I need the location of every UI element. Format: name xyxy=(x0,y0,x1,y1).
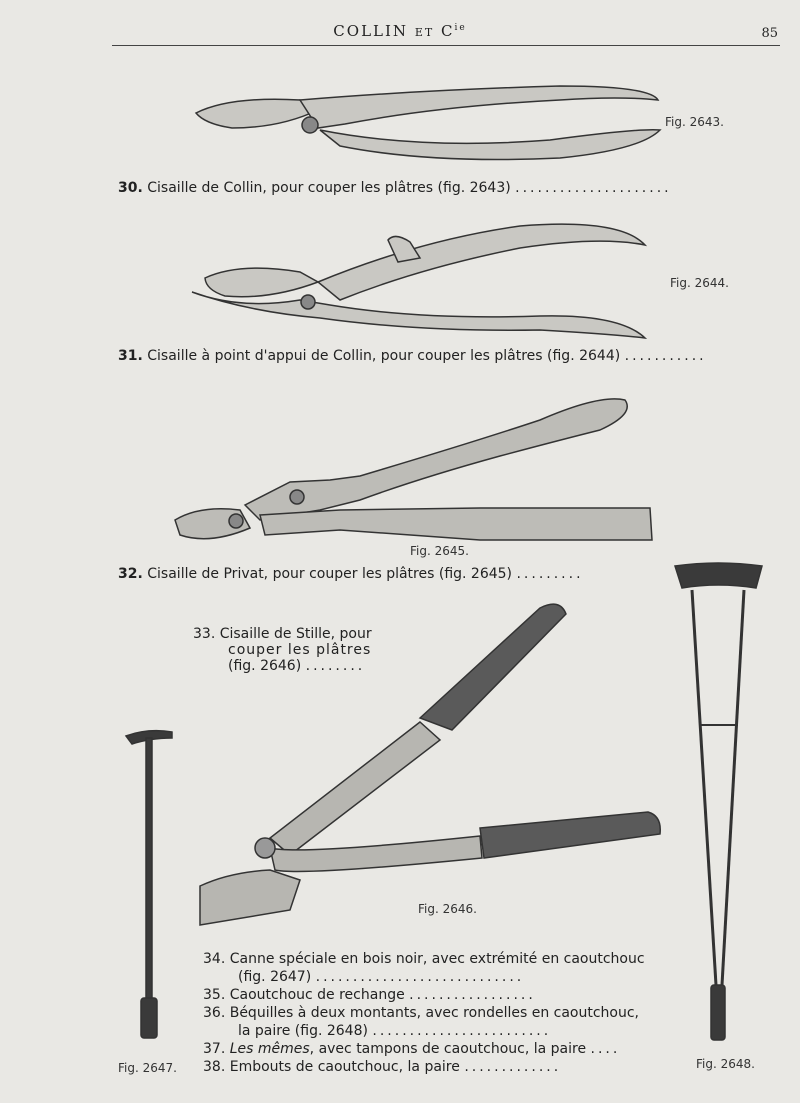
entry-31-text: Cisaille à point d'appui de Collin, pour couper les plâtres (fig. 2644) xyxy=(147,348,621,364)
header-title-main: COLLIN xyxy=(333,22,409,40)
header-title-et: ET xyxy=(414,26,435,39)
entry-33-line3: (fig. 2646) xyxy=(228,658,302,674)
figure-caption-2648: Fig. 2648. xyxy=(696,1057,755,1071)
entry-36-line2: la paire (fig. 2648) xyxy=(238,1023,368,1039)
page-number: 85 xyxy=(761,26,778,41)
figure-caption-2643: Fig. 2643. xyxy=(665,115,724,129)
entry-30-text: Cisaille de Collin, pour couper les plâtres (fig. 2643) xyxy=(147,180,511,196)
entry-37-text: , avec tampons de caoutchouc, la paire xyxy=(309,1041,587,1057)
entry-35-number: 35. xyxy=(203,987,226,1003)
entry-35-text: Caoutchouc de rechange xyxy=(229,987,405,1003)
entry-34-line1: Canne spéciale en bois noir, avec extrémité en caoutchouc xyxy=(229,951,645,967)
entry-33-leader: ........ xyxy=(305,658,366,674)
entry-32-number: 32. xyxy=(118,566,143,582)
entry-30-leader: ..................... xyxy=(515,180,672,196)
entry-32-leader: ......... xyxy=(516,566,584,582)
entry-36-number: 36. xyxy=(203,1005,226,1021)
header-title-ie: ie xyxy=(454,23,467,33)
entry-33-number: 33. xyxy=(193,626,216,642)
entry-33-line2: couper les plâtres xyxy=(228,642,372,658)
entry-34-leader: ............................ xyxy=(315,969,525,985)
entry-37-leader: .... xyxy=(590,1041,621,1057)
entry-33-line1: Cisaille de Stille, pour xyxy=(219,626,372,642)
entry-38-leader: ............. xyxy=(464,1059,562,1075)
entry-37-number: 37. xyxy=(203,1041,226,1057)
entry-35-leader: ................. xyxy=(409,987,536,1003)
figure-caption-2644: Fig. 2644. xyxy=(670,276,729,290)
entry-36-line1: Béquilles à deux montants, avec rondelles en caoutchouc, xyxy=(229,1005,640,1021)
figure-caption-2646: Fig. 2646. xyxy=(418,902,477,916)
entry-30-number: 30. xyxy=(118,180,143,196)
entry-32-text: Cisaille de Privat, pour couper les plâtres (fig. 2645) xyxy=(147,566,513,582)
entry-38-text: Embouts de caoutchouc, la paire xyxy=(229,1059,460,1075)
figure-caption-2647: Fig. 2647. xyxy=(118,1061,177,1075)
figure-caption-2645: Fig. 2645. xyxy=(410,544,469,558)
entry-34-number: 34. xyxy=(203,951,226,967)
entries-34-38 xyxy=(203,950,645,1076)
header-title-c: C xyxy=(440,22,455,40)
entry-38-number: 38. xyxy=(203,1059,226,1075)
entry-31-leader: ........... xyxy=(624,348,707,364)
entry-34-line2: (fig. 2647) xyxy=(238,969,312,985)
entry-31-number: 31. xyxy=(118,348,143,364)
entry-36-leader: ........................ xyxy=(372,1023,552,1039)
entry-37-italic: Les mêmes xyxy=(229,1041,310,1057)
